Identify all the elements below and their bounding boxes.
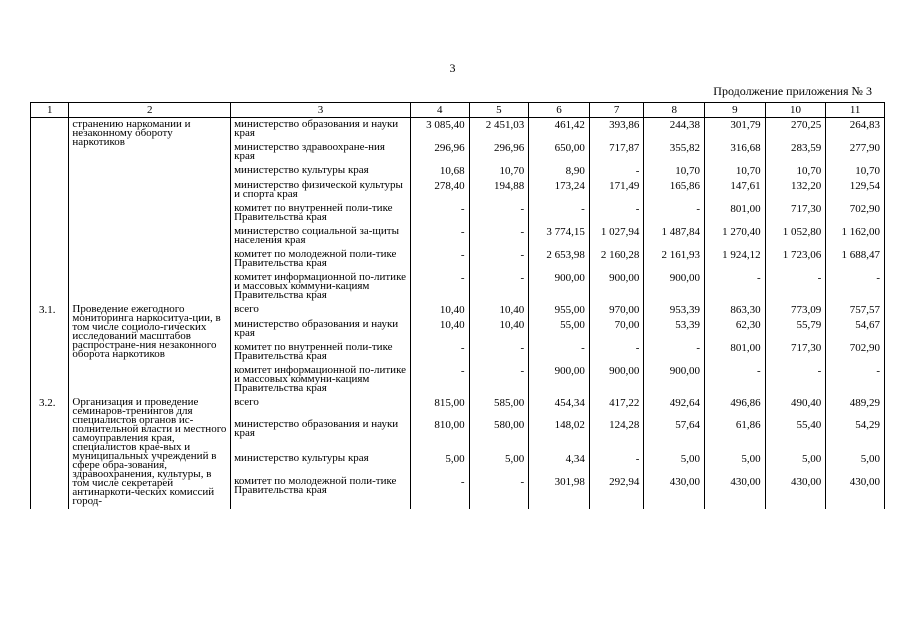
value-cell: - [644, 202, 705, 225]
value-cell: - [826, 271, 885, 303]
executor-cell: комитет по внутренней поли-тике Правительства края [231, 341, 411, 364]
value-cell: 55,00 [529, 318, 590, 341]
column-header: 2 [69, 103, 231, 118]
column-header: 1 [31, 103, 69, 118]
table-row [31, 396, 885, 418]
value-cell: - [410, 341, 469, 364]
value-cell: 5,00 [410, 452, 469, 474]
value-cell: 61,86 [705, 418, 766, 452]
activity-cell: Организация и проведение семинаров-тренингов для специалистов органов ис-полнительной власти и местного самоуправления края, специалистов крае-вых и муниципальных учреждений в сфере обра-зования, здравоохранения, культуры, в том числе секретарей антинаркоти-ческих комиссий город- [69, 396, 231, 509]
value-cell: - [469, 364, 529, 396]
value-cell: 132,20 [765, 179, 826, 202]
value-cell: 3 085,40 [410, 118, 469, 142]
value-cell: 10,70 [826, 164, 885, 179]
activity-cell: странению наркомании и незаконному обороту наркотиков [69, 118, 231, 304]
value-cell: - [589, 202, 644, 225]
value-cell: 55,40 [765, 418, 826, 452]
value-cell: 801,00 [705, 202, 766, 225]
value-cell: 393,86 [589, 118, 644, 142]
value-cell: - [410, 271, 469, 303]
value-cell: 296,96 [410, 141, 469, 164]
table-row [31, 303, 885, 318]
item-number-cell: 3.2. [31, 396, 69, 509]
value-cell: 900,00 [529, 271, 590, 303]
value-cell: 54,67 [826, 318, 885, 341]
executor-cell: комитет по молодежной поли-тике Правительства края [231, 248, 411, 271]
value-cell: 62,30 [705, 318, 766, 341]
value-cell: 301,98 [529, 475, 590, 509]
value-cell: 270,25 [765, 118, 826, 142]
value-cell: 773,09 [765, 303, 826, 318]
value-cell: - [469, 475, 529, 509]
value-cell: 264,83 [826, 118, 885, 142]
value-cell: - [644, 341, 705, 364]
executor-cell: министерство физической культуры и спорта края [231, 179, 411, 202]
value-cell: - [469, 202, 529, 225]
value-cell: 815,00 [410, 396, 469, 418]
value-cell: 10,70 [705, 164, 766, 179]
activity-cell: Проведение ежегодного мониторинга наркоситуа-ции, в том числе социоло-гических исследований масштабов распростране-ния незаконного оборота наркотиков [69, 303, 231, 396]
column-header: 4 [410, 103, 469, 118]
executor-cell: комитет по внутренней поли-тике Правительства края [231, 202, 411, 225]
value-cell: 278,40 [410, 179, 469, 202]
value-cell: 5,00 [469, 452, 529, 474]
value-cell: 970,00 [589, 303, 644, 318]
value-cell: 355,82 [644, 141, 705, 164]
value-cell: - [765, 364, 826, 396]
value-cell: 1 924,12 [705, 248, 766, 271]
value-cell: - [469, 271, 529, 303]
table-body [31, 118, 885, 510]
value-cell: - [469, 248, 529, 271]
value-cell: 10,40 [410, 318, 469, 341]
value-cell: 165,86 [644, 179, 705, 202]
value-cell: - [529, 341, 590, 364]
value-cell: 2 653,98 [529, 248, 590, 271]
value-cell: 1 723,06 [765, 248, 826, 271]
value-cell: 10,40 [469, 318, 529, 341]
value-cell: 55,79 [765, 318, 826, 341]
column-header: 6 [529, 103, 590, 118]
table-row [31, 118, 885, 142]
executor-cell: комитет информационной по-литике и массовых коммуни-кациям Правительства края [231, 364, 411, 396]
executor-cell: министерство социальной за-щиты населения края [231, 225, 411, 248]
value-cell: - [529, 202, 590, 225]
value-cell: 1 487,84 [644, 225, 705, 248]
value-cell: 5,00 [644, 452, 705, 474]
value-cell: - [765, 271, 826, 303]
value-cell: 1 027,94 [589, 225, 644, 248]
value-cell: 810,00 [410, 418, 469, 452]
value-cell: 461,42 [529, 118, 590, 142]
column-header: 10 [765, 103, 826, 118]
column-number-row [31, 103, 885, 118]
value-cell: 430,00 [765, 475, 826, 509]
value-cell: 10,40 [410, 303, 469, 318]
executor-cell: комитет информационной по-литике и массовых коммуни-кациям Правительства края [231, 271, 411, 303]
column-header: 3 [231, 103, 411, 118]
column-header: 5 [469, 103, 529, 118]
value-cell: 2 160,28 [589, 248, 644, 271]
value-cell: 124,28 [589, 418, 644, 452]
value-cell: - [826, 364, 885, 396]
value-cell: 10,40 [469, 303, 529, 318]
value-cell: 1 052,80 [765, 225, 826, 248]
value-cell: 454,34 [529, 396, 590, 418]
value-cell: 4,34 [529, 452, 590, 474]
value-cell: 173,24 [529, 179, 590, 202]
column-header: 8 [644, 103, 705, 118]
value-cell: 5,00 [826, 452, 885, 474]
value-cell: 585,00 [469, 396, 529, 418]
value-cell: 277,90 [826, 141, 885, 164]
value-cell: 1 162,00 [826, 225, 885, 248]
value-cell: 296,96 [469, 141, 529, 164]
value-cell: 1 688,47 [826, 248, 885, 271]
value-cell: - [410, 364, 469, 396]
value-cell: 900,00 [644, 364, 705, 396]
continuation-caption: Продолжение приложения № 3 [713, 84, 872, 98]
value-cell: - [410, 475, 469, 509]
executor-cell: министерство культуры края [231, 452, 411, 474]
value-cell: 496,86 [705, 396, 766, 418]
column-header: 7 [589, 103, 644, 118]
value-cell: - [410, 202, 469, 225]
value-cell: - [589, 341, 644, 364]
value-cell: 244,38 [644, 118, 705, 142]
value-cell: 10,70 [644, 164, 705, 179]
value-cell: 194,88 [469, 179, 529, 202]
executor-cell: министерство образования и науки края [231, 318, 411, 341]
value-cell: 283,59 [765, 141, 826, 164]
value-cell: 900,00 [529, 364, 590, 396]
value-cell: 5,00 [765, 452, 826, 474]
value-cell: 717,30 [765, 341, 826, 364]
executor-cell: всего [231, 303, 411, 318]
value-cell: - [589, 164, 644, 179]
value-cell: 129,54 [826, 179, 885, 202]
value-cell: 70,00 [589, 318, 644, 341]
executor-cell: министерство образования и науки края [231, 118, 411, 142]
value-cell: 10,70 [765, 164, 826, 179]
value-cell: 147,61 [705, 179, 766, 202]
value-cell: - [469, 341, 529, 364]
item-number-cell: 3.1. [31, 303, 69, 396]
value-cell: 417,22 [589, 396, 644, 418]
executor-cell: всего [231, 396, 411, 418]
value-cell: 492,64 [644, 396, 705, 418]
value-cell: 801,00 [705, 341, 766, 364]
value-cell: 702,90 [826, 341, 885, 364]
value-cell: 3 774,15 [529, 225, 590, 248]
value-cell: 53,39 [644, 318, 705, 341]
page-number: 3 [449, 61, 456, 75]
value-cell: 2 451,03 [469, 118, 529, 142]
value-cell: 57,64 [644, 418, 705, 452]
value-cell: 717,30 [765, 202, 826, 225]
value-cell: 757,57 [826, 303, 885, 318]
value-cell: 953,39 [644, 303, 705, 318]
value-cell: 900,00 [589, 364, 644, 396]
value-cell: 863,30 [705, 303, 766, 318]
value-cell: 148,02 [529, 418, 590, 452]
value-cell: - [410, 225, 469, 248]
value-cell: 430,00 [826, 475, 885, 509]
executor-cell: комитет по молодежной поли-тике Правительства края [231, 475, 411, 509]
value-cell: 650,00 [529, 141, 590, 164]
executor-cell: министерство здравоохране-ния края [231, 141, 411, 164]
value-cell: - [705, 364, 766, 396]
value-cell: 900,00 [644, 271, 705, 303]
value-cell: 316,68 [705, 141, 766, 164]
value-cell: - [705, 271, 766, 303]
value-cell: 717,87 [589, 141, 644, 164]
value-cell: 1 270,40 [705, 225, 766, 248]
value-cell: 301,79 [705, 118, 766, 142]
value-cell: 430,00 [705, 475, 766, 509]
value-cell: 580,00 [469, 418, 529, 452]
value-cell: 702,90 [826, 202, 885, 225]
executor-cell: министерство образования и науки края [231, 418, 411, 452]
value-cell: 430,00 [644, 475, 705, 509]
value-cell: 54,29 [826, 418, 885, 452]
column-header: 11 [826, 103, 885, 118]
item-number-cell [31, 118, 69, 304]
value-cell: - [469, 225, 529, 248]
value-cell: 489,29 [826, 396, 885, 418]
value-cell: - [410, 248, 469, 271]
value-cell: 490,40 [765, 396, 826, 418]
value-cell: 8,90 [529, 164, 590, 179]
value-cell: 2 161,93 [644, 248, 705, 271]
value-cell: 292,94 [589, 475, 644, 509]
executor-cell: министерство культуры края [231, 164, 411, 179]
value-cell: 5,00 [705, 452, 766, 474]
budget-table [30, 102, 885, 509]
value-cell: 10,70 [469, 164, 529, 179]
value-cell: - [589, 452, 644, 474]
value-cell: 900,00 [589, 271, 644, 303]
value-cell: 955,00 [529, 303, 590, 318]
column-header: 9 [705, 103, 766, 118]
value-cell: 171,49 [589, 179, 644, 202]
value-cell: 10,68 [410, 164, 469, 179]
